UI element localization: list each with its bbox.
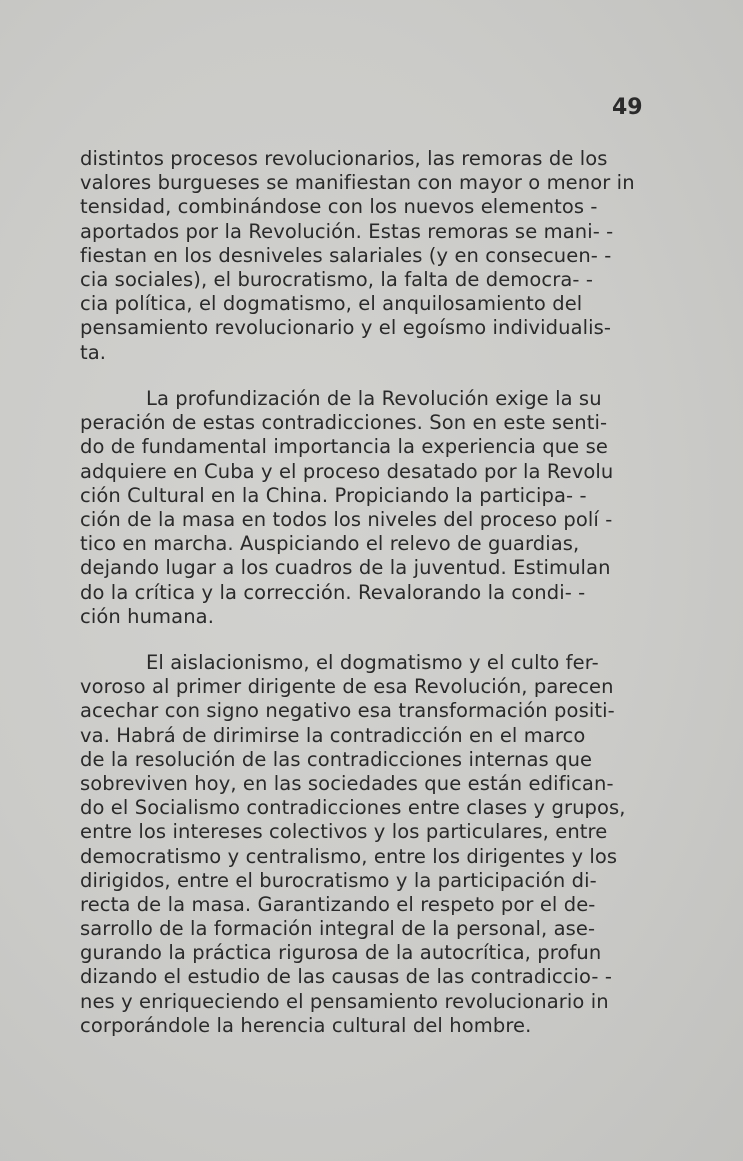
text-line: cia sociales), el burocratismo, la falta de democra- - bbox=[80, 267, 593, 291]
text-line: ción Cultural en la China. Propiciando la participa- - bbox=[80, 483, 587, 507]
text-line: voroso al primer dirigente de esa Revolución, parecen bbox=[80, 675, 614, 699]
text-line: sobreviven hoy, en las sociedades que están edifican- bbox=[80, 771, 614, 795]
text-line: adquiere en Cuba y el proceso desatado por la Revolu bbox=[80, 459, 614, 483]
text-line: La profundización de la Revolución exige la su bbox=[146, 387, 602, 410]
text-line: democratismo y centralismo, entre los dirigentes y los bbox=[80, 844, 618, 868]
text-line: ta. bbox=[80, 340, 107, 364]
text-line: valores burgueses se manifiestan con mayor o menor in bbox=[80, 171, 635, 195]
text-line: gurando la práctica rigurosa de la autocrítica, profun bbox=[80, 941, 602, 965]
text-line: de la resolución de las contradicciones internas que bbox=[80, 747, 593, 771]
paragraph-1 bbox=[80, 147, 640, 365]
text-line: cia política, el dogmatismo, el anquilosamiento del bbox=[80, 292, 583, 316]
text-line: tensidad, combinándose con los nuevos elementos - bbox=[80, 195, 598, 219]
text-line: va. Habrá de dirimirse la contradicción en el marco bbox=[80, 723, 586, 747]
text-line: dejando lugar a los cuadros de la juventud. Estimulan bbox=[80, 556, 611, 580]
text-line: aportados por la Revolución. Estas remoras se mani- - bbox=[80, 219, 614, 243]
text-line: ción de la masa en todos los niveles del proceso polí - bbox=[80, 507, 613, 531]
text-line: El aislacionismo, el dogmatismo y el culto fer- bbox=[146, 651, 599, 674]
text-line: peración de estas contradicciones. Son en este senti- bbox=[80, 411, 608, 435]
text-line: sarrollo de la formación integral de la personal, ase- bbox=[80, 917, 596, 941]
text-line: dirigidos, entre el burocratismo y la participación di- bbox=[80, 868, 597, 892]
paragraph-3 bbox=[80, 651, 640, 1038]
text-line: do la crítica y la corrección. Revalorando la condi- - bbox=[80, 580, 586, 604]
page-number: 49 bbox=[612, 95, 643, 120]
text-line: do el Socialismo contradicciones entre clases y grupos, bbox=[80, 796, 626, 820]
text-line: corporándole la herencia cultural del hombre. bbox=[80, 1013, 532, 1037]
text-line: tico en marcha. Auspiciando el relevo de guardias, bbox=[80, 532, 580, 556]
text-line: recta de la masa. Garantizando el respeto por el de- bbox=[80, 892, 596, 916]
text-line: dizando el estudio de las causas de las contradiccio- - bbox=[80, 965, 612, 989]
text-line: do de fundamental importancia la experiencia que se bbox=[80, 435, 608, 459]
text-line: fiestan en los desniveles salariales (y en consecuen- - bbox=[80, 243, 612, 267]
text-line: pensamiento revolucionario y el egoísmo individualis- bbox=[80, 316, 612, 340]
text-line: entre los intereses colectivos y los particulares, entre bbox=[80, 820, 608, 844]
paragraph-2 bbox=[80, 387, 640, 629]
text-line: distintos procesos revolucionarios, las remoras de los bbox=[80, 147, 608, 170]
text-line: ción humana. bbox=[80, 604, 214, 628]
text-line: acechar con signo negativo esa transformación positi- bbox=[80, 699, 615, 723]
text-line: nes y enriqueciendo el pensamiento revolucionario in bbox=[80, 989, 609, 1013]
